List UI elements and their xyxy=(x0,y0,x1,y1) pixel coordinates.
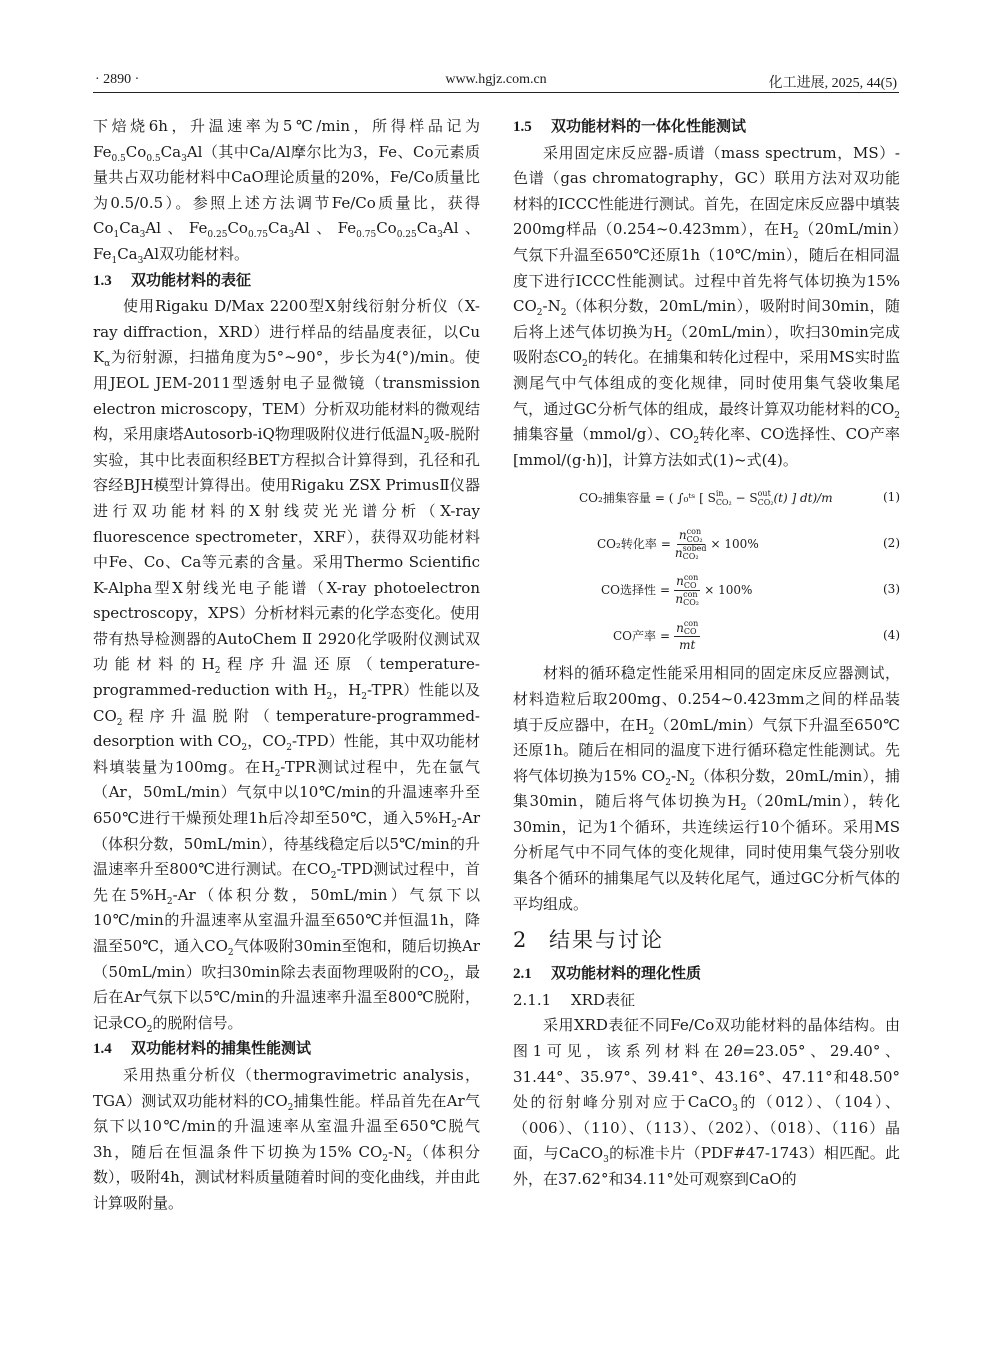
text-run: 1.5 xyxy=(513,119,532,135)
left-column xyxy=(93,114,480,1217)
text-run: 2 xyxy=(116,717,123,728)
equation-number: (3) xyxy=(883,582,900,597)
text-run: Al、Fe xyxy=(93,219,480,263)
text-run: n xyxy=(674,545,683,560)
paragraph-cycle-stability xyxy=(513,661,900,917)
text-run: con xyxy=(686,526,702,536)
text-run: 0.25 xyxy=(207,230,228,241)
text-run: 2 xyxy=(241,743,248,754)
text-run: 2 xyxy=(513,928,529,953)
text-run: （体积分数，20mL/min），捕集30min，随后将气体切换为H xyxy=(513,766,900,811)
text-run: Ca xyxy=(119,219,140,238)
text-run: CO选择性 xyxy=(601,582,657,597)
text-run: 0.5 xyxy=(111,153,126,164)
text-run: -TPR测试过程中，先在氩气（Ar，50mL/min）气氛中以10℃/min的升温速率升至650℃进行干燥预处理1h后冷却至50℃，通入5%H xyxy=(93,757,480,828)
text-run: 3 xyxy=(137,255,144,266)
text-run: 材料的循环稳定性能采用相同的固定床反应器测试，材料造粒后取200mg、0.254~0.423mm之间的样品装填于反应器中，在H xyxy=(513,664,900,734)
text-run: 1 xyxy=(111,255,118,266)
text-run: 2 xyxy=(443,973,450,984)
text-run: 2 xyxy=(287,1102,294,1113)
text-run: 3 xyxy=(288,230,295,241)
text-run: 双功能材料的理化性质 xyxy=(551,964,702,983)
equation-2: CO₂转化率 = n con CO₂ n sobed CO₂ × 100% (2) xyxy=(597,526,900,562)
text-run: sobed xyxy=(682,544,707,554)
text-run: 双功能材料的表征 xyxy=(131,270,252,289)
journal-citation: 化工进展, 2025, 44(5) xyxy=(768,76,897,91)
text-run: 为衍射源，扫描角度为5°~90°，步长为4(°)/min。使用JEOL JEM-2011型透射电子显微镜（transmission electron microscopy，TEM）分析双功能材料的微观结构，采用康塔Autosorb-iQ物理吸附仪进行低温N xyxy=(93,348,480,444)
text-run: 1.4 xyxy=(93,1041,112,1058)
journal-url[interactable]: www.hgjz.com.cn xyxy=(445,72,547,87)
text-run: Al、Fe xyxy=(294,219,357,238)
text-run: 2 xyxy=(740,803,747,814)
equation-number: (2) xyxy=(883,536,900,551)
text-run: ，H xyxy=(332,681,362,700)
text-run: 采用固定床反应器-质谱（mass spectrum，MS）-色谱（gas chromatography，GC）联用方法对双功能材料的ICCC性能进行测试。首先，在固定床反应器中填装200mg样品（0.254~0.423mm），在H xyxy=(513,143,900,239)
section-heading-1-4 xyxy=(93,1036,480,1063)
text-run: 2 xyxy=(423,436,430,447)
text-run: （20mL/min）气氛下升温至650℃还原1h。随后在相同的温度下进行循环稳定性能测试。先将气体切换为15% CO xyxy=(513,715,900,785)
section-heading-1-5 xyxy=(513,114,900,141)
text-run: n xyxy=(678,528,687,543)
text-run: ，CO xyxy=(247,732,287,751)
text-run: 程序升温还原（temperature-programmed-reduction with H xyxy=(93,655,480,700)
text-run: （20mL/min）气氛下升温至650℃还原1h（10℃/min），随后在相同温度下进行ICCC性能测试。过程中首先将气体切换为15% CO xyxy=(513,220,901,316)
text-run: 2.1.1 xyxy=(513,990,552,1009)
text-run: 2 xyxy=(665,777,671,788)
running-header xyxy=(93,70,899,93)
text-run: 2 xyxy=(406,1153,412,1164)
text-run: θ xyxy=(733,1042,743,1061)
text-run: n xyxy=(675,591,684,606)
text-run: 2 xyxy=(286,743,292,754)
text-run: CO₂ xyxy=(683,598,699,608)
text-run: 2 xyxy=(330,871,337,882)
text-run: (t) ] dt)/m xyxy=(773,490,833,505)
text-run: Al双功能材料。 xyxy=(143,244,249,263)
text-run: -N xyxy=(542,297,561,316)
text-run: 2 xyxy=(689,777,695,788)
text-run: con xyxy=(683,619,699,629)
text-run: 捕集性能。样品首先在Ar气氛下以10℃/min的升温速率从室温升温至650℃脱气3h，随后在恒温条件下切换为15% CO xyxy=(93,1091,480,1161)
text-run: α xyxy=(104,359,111,370)
text-run: Ca xyxy=(416,219,438,238)
paragraph-integrated-test xyxy=(513,141,900,474)
text-run: Al、Fe xyxy=(145,219,208,238)
section-heading-2-1 xyxy=(513,961,900,988)
text-run: Ca xyxy=(268,219,289,238)
text-run: in xyxy=(715,489,724,499)
text-run: 双功能材料的捕集性能测试 xyxy=(131,1039,312,1058)
text-run: -TPD测试过程中，首先在5%H xyxy=(93,860,480,904)
text-run: 3 xyxy=(437,230,443,241)
text-run: 下焙烧6h，升温速率为5℃/min，所得样品记为 xyxy=(93,117,480,135)
text-run: 1 xyxy=(113,230,120,241)
text-run: 2 xyxy=(451,820,457,831)
text-run: 气体吸附30min至饱和，随后切换Ar（50mL/min）吹扫30min除去表面物理吸附的CO xyxy=(93,937,480,981)
text-run: CO₂ xyxy=(686,534,703,544)
text-run: 2 xyxy=(382,1153,388,1164)
text-run: = ( ∫₀ᵗˢ [ S xyxy=(654,490,716,505)
equation-number: (1) xyxy=(883,490,900,505)
paragraph-xrd xyxy=(513,1013,900,1192)
text-run: -TPD）性能，其中双功能材料填装量为100mg。在H xyxy=(93,732,480,776)
text-run: CO产率 xyxy=(613,628,657,643)
text-run: 2 xyxy=(326,692,333,703)
text-run: 2 xyxy=(274,768,281,779)
paragraph-sample-naming xyxy=(93,114,480,268)
text-run: out xyxy=(757,489,771,499)
text-run: Fe xyxy=(93,142,112,161)
text-run: -Ar（体积分数，50mL/min），待基线稳定后以5℃/min的升温速率升至800℃进行测试。在CO xyxy=(93,809,480,879)
text-run: Co xyxy=(227,219,248,238)
text-run: 结果与讨论 xyxy=(549,928,664,953)
text-run: Ca xyxy=(117,244,138,263)
text-run: 3 xyxy=(603,1155,609,1166)
text-run: 捕集容量（mmol/g）、CO xyxy=(513,425,694,444)
text-run: 的转化。在捕集和转化过程中，采用MS实时监测尾气中气体组成的变化规律，同时使用集气袋收集尾气，通过GC分析气体的组成，最终计算双功能材料的CO xyxy=(513,348,900,418)
text-run: con xyxy=(683,590,698,600)
text-run: 0.75 xyxy=(356,230,377,241)
text-run: 3 xyxy=(181,153,187,164)
text-run: （20mL/min），转化30min，记为1个循环，共连续运行10个循环。采用MS分析尾气中不同气体的变化规律，同时使用集气袋分别收集各个循环的捕集尾气以及转化尾气，通过GC分析气体的平均组成。 xyxy=(513,792,900,913)
text-run: con xyxy=(683,572,699,582)
page-number: · 2890 · xyxy=(95,72,140,87)
text-run: =23.05°、29.40°、31.44°、35.97°、39.41°、43.16°、47.11°和48.50°处的衍射峰分别对应于CaCO xyxy=(513,1042,901,1112)
text-run: 的标准卡片（PDF#47-1743）相匹配。此外，在37.62°和34.11°处可观察到CaO的 xyxy=(513,1144,900,1188)
text-run: Al（其中Ca/Al摩尔比为3，Fe、Co元素质量共占双功能材料中CaO理论质量的20%，Fe/Co质量比为0.5/0.5）。参照上述方法调节Fe/Co质量比，获得Co xyxy=(93,142,480,238)
section-heading-1-3 xyxy=(93,268,480,295)
text-run: 2 xyxy=(214,666,221,677)
text-run: CO₂ xyxy=(682,552,699,562)
text-run: 使用Rigaku D/Max 2200型X射线衍射分析仪（X-ray diffraction，XRD）进行样品的结晶度表征，以Cu K xyxy=(93,297,480,367)
text-run: Co xyxy=(376,219,397,238)
equation-3: CO选择性 = n con CO n con CO₂ × 100% (3) xyxy=(601,572,900,608)
text-run: 2 xyxy=(894,410,900,421)
text-run: n xyxy=(676,574,684,589)
section-heading-2 xyxy=(513,925,900,955)
equation-4: CO产率 = n con CO mt (4) xyxy=(613,619,900,653)
text-run: 2 xyxy=(560,308,567,319)
text-run: 1.3 xyxy=(93,272,112,289)
text-run: 程序升温脱附（temperature-programmed-desorption with CO xyxy=(93,706,480,751)
text-run: 2 xyxy=(536,308,543,319)
text-run: 采用热重分析仪（thermogravimetric analysis，TGA）测试双功能材料的CO xyxy=(93,1065,480,1110)
text-run: 的脱附信号。 xyxy=(152,1013,243,1032)
text-run: 2.1 xyxy=(513,966,532,983)
text-run: CO₂转化率 xyxy=(597,536,657,551)
text-run: 2 xyxy=(792,231,799,242)
text-run: CO xyxy=(683,580,697,590)
text-run: 2 xyxy=(146,1024,153,1035)
text-run: Ca xyxy=(160,142,182,161)
text-run: 3 xyxy=(139,230,146,241)
text-run: -N xyxy=(671,766,690,785)
text-run: CO₂ xyxy=(757,498,774,508)
equations-block xyxy=(513,475,900,659)
text-run: 采用XRD表征不同Fe/Co双功能材料的晶体结构。由图1可见，该系列材料在2 xyxy=(513,1016,900,1061)
text-run: − S xyxy=(731,490,758,505)
text-run: 2 xyxy=(666,333,673,344)
text-run: CO₂ xyxy=(715,498,732,508)
text-run: 2 xyxy=(227,948,234,958)
right-column xyxy=(513,114,900,1193)
text-run: XRD表征 xyxy=(571,990,635,1009)
text-run: 2 xyxy=(582,359,588,370)
text-run: CO₂捕集容量 xyxy=(579,490,651,505)
text-run: （体积分数，20mL/min），吸附时间30min，随后将上述气体切换为H xyxy=(513,297,900,341)
text-run: （20mL/min），吹扫30min完成吸附态CO xyxy=(513,322,900,367)
text-run: 0.25 xyxy=(396,230,417,241)
text-run: 双功能材料的一体化性能测试 xyxy=(551,117,747,135)
text-run: n xyxy=(676,620,684,635)
section-heading-2-1-1 xyxy=(513,988,900,1014)
text-run: 转化率、CO选择性、CO产率[mmol/(g·h)]，计算方法如式(1)~式(4)。 xyxy=(513,425,900,469)
text-run: CO xyxy=(683,627,697,637)
text-run: × 100% xyxy=(704,582,753,597)
text-run: mt xyxy=(679,638,696,653)
text-run: 2 xyxy=(648,726,655,737)
text-run: -TPR）性能以及CO xyxy=(93,681,480,725)
text-run: -N xyxy=(388,1142,407,1161)
text-run: 0.5 xyxy=(146,153,161,164)
text-run: 2 xyxy=(166,896,173,907)
text-run: Co xyxy=(125,142,147,161)
text-run: 0.75 xyxy=(247,230,268,241)
equation-1 xyxy=(513,475,900,521)
equation-number: (4) xyxy=(883,628,900,643)
text-run: 的（012）、（104）、（006）、（110）、（113）、（202）、（018）、（116）晶面，与CaCO xyxy=(513,1093,900,1163)
text-run: 3 xyxy=(732,1104,738,1115)
text-run: 吸-脱附实验，其中比表面积经BET方程拟合计算得到，孔径和孔容经BJH模型计算得出。使用Rigaku ZSX PrimusⅡ仪器进行双功能材料的X射线荧光光谱分析（X-ray fluorescence spectrometer，XRF），获得双功能材料中Fe、Co、Ca等元素的含量。采用Thermo Scientific K-Alpha型X射线光电子能谱（X-ray photoelectron spectroscopy，XPS）分析材料元素的化学态变化。使用带有热导检测器的AutoChem Ⅱ 2920化学吸附仪测试双功能材料的H xyxy=(93,425,481,674)
text-run: ，最后在Ar气氛下以5℃/min的升温速率升温至800℃脱附，记录CO xyxy=(93,962,480,1032)
text-run: × 100% xyxy=(710,536,759,551)
text-run: -Ar（体积分数，50mL/min）气氛下以10℃/min的升温速率从室温升温至650℃并恒温1h，降温至50℃，通入CO xyxy=(93,885,480,955)
text-run: 2 xyxy=(361,692,367,703)
text-run: （体积分数），吸附4h，测试材料质量随着时间的变化曲线，并由此计算吸附量。 xyxy=(93,1142,480,1212)
text-run: 2 xyxy=(693,436,700,447)
paragraph-capture-test xyxy=(93,1063,480,1217)
paragraph-characterization xyxy=(93,294,480,1036)
